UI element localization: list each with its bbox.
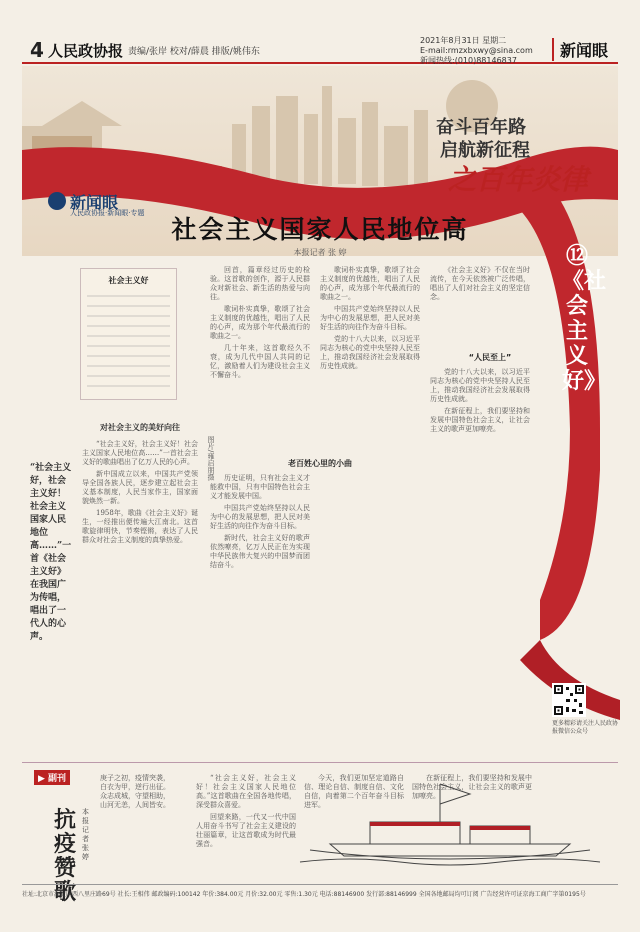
section-divider <box>22 762 618 763</box>
article-column-4 <box>430 266 530 346</box>
subhead-1: 老百姓心里的小曲 <box>288 459 352 468</box>
photo-credit: 图片/雍启朋摄 <box>207 436 215 481</box>
poem-line: 庚子之初，疫情突袭， <box>100 774 170 782</box>
poem-line: 白衣为甲，逆行出征。 <box>100 783 170 791</box>
paragraph: 党的十八大以来，以习近平同志为核心的党中央坚持人民至上，推动我国经济社会发展取得历史性成就。 <box>430 368 530 403</box>
article-headline: 社会主义国家人民地位高 <box>171 215 469 244</box>
logo-text: 新闻眼 <box>70 193 119 212</box>
section-title: 新闻眼 <box>552 38 608 61</box>
logo-subtitle: 人民政协报·新闻眼·专题 <box>70 209 145 217</box>
image-caption: 对社会主义的美好向往 <box>100 423 180 432</box>
paragraph: 中国共产党始终坚持以人民为中心的发展思想，把人民对美好生活的向往作为奋斗目标。 <box>210 504 310 530</box>
songsheet-image <box>80 268 177 400</box>
logo-emblem-icon <box>48 192 66 210</box>
poem-author: 本报记者 张婷 <box>82 808 89 861</box>
article-byline: 本报记者 张 婷 <box>293 248 347 257</box>
poem-line: 众志成城，守望相助， <box>100 792 170 800</box>
paragraph: “社会主义好，社会主义好！社会主义国家人民地位高……”一首社会主义好的歌曲唱出了亿万人民的心声。 <box>82 440 198 466</box>
email-line: E-mail:rmzxbxwy@sina.com <box>420 46 533 55</box>
date-line: 2021年8月31日 星期二 <box>420 36 507 45</box>
paragraph: 《社会主义好》不仅在当时流传，在今天依然被广泛传唱，唱出了人们对社会主义的坚定信念。 <box>430 266 530 301</box>
paragraph: 党的十八大以来，以习近平同志为核心的党中央坚持人民至上，推动我国经济社会发展取得历史性成就。 <box>320 335 420 370</box>
paragraph: 歌词朴实真挚，歌颂了社会主义制度的优越性，唱出了人民的心声，成为那个年代最流行的歌曲之一。 <box>210 305 310 340</box>
songsheet-title: 社会主义好 <box>108 275 149 285</box>
hotline-line: 新闻热线:(010)88146837 <box>420 56 517 65</box>
kicker-line-2: 启航新征程 <box>440 140 530 161</box>
paragraph: 中国共产党始终坚持以人民为中心的发展思想，把人民对美好生活的向往作为奋斗目标。 <box>320 305 420 331</box>
sheet-music-lines <box>81 286 176 396</box>
paragraph: 新中国成立以来，中国共产党领导全国各族人民，逐步建立起社会主义基本制度，人民当家作主，国家面貌焕然一新。 <box>82 470 198 505</box>
red-boat-illustration <box>290 764 610 872</box>
paragraph: 新时代，社会主义好的歌声依然嘹亮，亿万人民正在为实现中华民族伟大复兴的中国梦而团结奋斗。 <box>210 534 310 569</box>
qr-code[interactable] <box>552 683 586 717</box>
poem-title: 抗疫赞歌 <box>54 807 77 905</box>
paragraph: 在新征程上，我们要坚持和发展中国特色社会主义，让社会主义的歌声更加嘹亮。 <box>412 774 532 800</box>
article-column-2b <box>210 474 310 754</box>
paragraph: 在新征程上，我们要坚持和发展中国特色社会主义，让社会主义的歌声更加嘹亮。 <box>430 407 530 433</box>
article-column-1 <box>82 440 198 750</box>
series-tag: ⑫《社会主义好》 <box>562 243 607 394</box>
paper-name: 人民政协报 <box>48 42 124 60</box>
paragraph: 今天，我们更加坚定道路自信、理论自信、制度自信、文化自信，向着第二个百年奋斗目标进军。 <box>304 774 404 809</box>
paragraph: 回望来路，一代又一代中国人用奋斗书写了社会主义建设的壮丽篇章，让这首歌成为时代最强音。 <box>196 813 296 848</box>
subhead-2: “人民至上” <box>468 353 512 362</box>
article-column-2 <box>210 266 310 446</box>
paragraph: 几十年来，这首歌经久不衰，成为几代中国人共同的记忆，激励着人们为建设社会主义不懈奋斗。 <box>210 344 310 379</box>
qr-caption: 更多精彩请关注人民政协报微信公众号 <box>552 720 619 735</box>
article-column-4b <box>430 368 530 668</box>
poem-tag: ▶ 副刊 <box>34 770 70 785</box>
page-number: 4 <box>30 38 44 62</box>
footer-info: 社址:北京市海淀区西八里庄路69号 社长:王相伟 邮政编码:100142 年价:384.00元 月价:32.00元 零售:1.30元 电话:88146900 发行部:88146999 全国各地邮局均可订阅 广告经营许可证京海工商广字第0195号 <box>22 884 618 898</box>
paragraph: 歌词朴实真挚，歌颂了社会主义制度的优越性，唱出了人民的心声，成为那个年代最流行的歌曲之一。 <box>320 266 420 301</box>
kicker-line-1: 奋斗百年路 <box>436 117 526 138</box>
poem-lines <box>100 774 188 878</box>
paragraph: 历史证明，只有社会主义才能救中国，只有中国特色社会主义才能发展中国。 <box>210 474 310 500</box>
calligraphy-title: 之百年炎律 <box>448 163 589 196</box>
poem-line: 山河无恙，人间皆安。 <box>100 801 170 809</box>
editors-line: 责编/张岸 校对/薛晨 排版/姚伟东 <box>128 47 260 57</box>
paragraph: 回首，篇章经过历史的检验。这首歌的创作，源于人民群众对新社会、新生活的热爱与向往。 <box>210 266 310 301</box>
bottom-column-1 <box>196 774 296 878</box>
paragraph: 1958年，歌曲《社会主义好》诞生，一经推出便传遍大江南北。这首歌旋律明快，节奏铿锵，表达了人民群众对社会主义制度的真挚热爱。 <box>82 509 198 544</box>
article-column-3 <box>320 266 420 754</box>
lead-quote: “社会主义好，社会主义好！社会主义国家人民地位高……”一首《社会主义好》在我国广为传唱，唱出了一代人的心声。 <box>30 463 72 642</box>
paragraph: “社会主义好，社会主义好！社会主义国家人民地位高。”这首歌曲在全国各地传唱，深受群众喜爱。 <box>196 774 296 809</box>
